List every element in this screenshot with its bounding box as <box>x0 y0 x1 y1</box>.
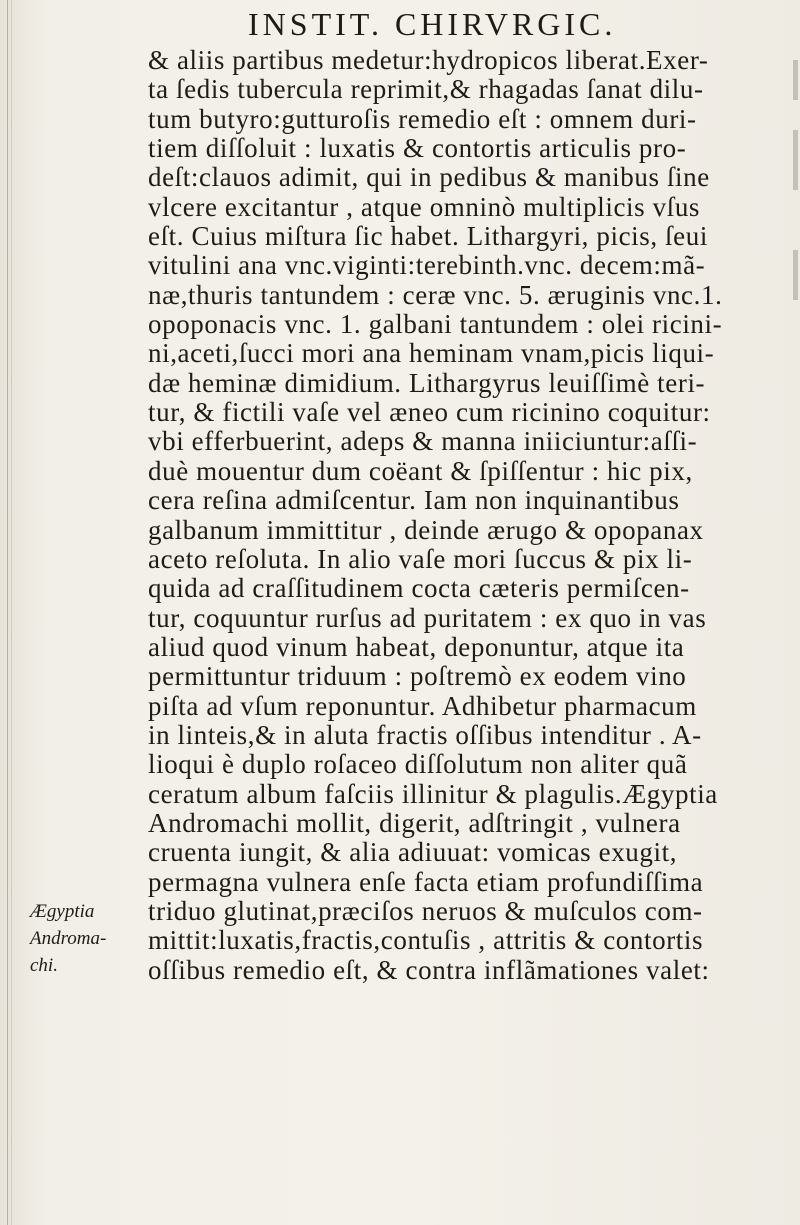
text-line: tum butyro:gutturoſis remedio eſt : omnem duri- <box>148 103 697 134</box>
text-line: quida ad craſſitudinem cocta cæteris permiſcen- <box>148 573 690 604</box>
text-line: cera reſina admiſcentur. Iam non inquinantibus <box>148 485 680 516</box>
text-line: triduo glutinat,præciſos neruos & muſculos com- <box>148 895 703 926</box>
page-edge-shadow <box>793 250 798 300</box>
text-line: mittit:luxatis,fractis,contuſis , attritis & contortis <box>148 925 704 956</box>
text-line: piſta ad vſum reponuntur. Adhibetur pharmacum <box>148 690 697 721</box>
text-line: permagna vulnera enſe facta etiam profundiſſima <box>148 866 704 897</box>
text-line: galbanum immittitur , deinde ærugo & opopanax <box>148 514 704 545</box>
text-line: vbi efferbuerint, adeps & manna iniiciuntur:aſſi- <box>148 426 698 457</box>
margin-note <box>30 898 140 979</box>
text-line: permittuntur triduum : poſtremò ex eodem vino <box>148 661 687 692</box>
running-head: INSTIT. CHIRVRGIC. <box>248 6 617 42</box>
text-line: ceratum album faſciis illinitur & plagulis.Ægyptia <box>148 778 718 809</box>
text-line: cruenta iungit, & alia adiuuat: vomicas exugit, <box>148 837 678 868</box>
text-line: vitulini ana vnc.viginti:terebinth.vnc. decem:mã- <box>148 250 706 281</box>
text-line: aliud quod vinum habeat, deponuntur, atque ita <box>148 631 685 662</box>
text-line: aceto reſoluta. In alio vaſe mori ſuccus & pix li- <box>148 543 693 574</box>
text-line: vlcere excitantur , atque omninò multiplicis vſus <box>148 191 701 222</box>
margin-note-line: chi. <box>30 955 58 976</box>
text-line: duè mouentur dum coëant & ſpiſſentur : hic pix, <box>148 455 693 486</box>
text-line: Andromachi mollit, digerit, adſtringit , vulnera <box>148 807 681 838</box>
gutter-rule <box>7 0 8 1225</box>
text-line: ta ſedis tubercula reprimit,& rhagadas ſanat dilu- <box>148 74 704 105</box>
margin-note-line: Androma- <box>30 928 107 949</box>
text-line: tur, & fictili vaſe vel æneo cum ricinino coquitur: <box>148 397 711 428</box>
text-line: deſt:clauos adimit, qui in pedibus & manibus ſine <box>148 162 710 193</box>
text-line: ni,aceti,ſucci mori ana heminam vnam,picis liqui- <box>148 338 715 369</box>
page-edge-shadow <box>793 60 798 100</box>
text-line: & aliis partibus medetur:hydropicos liberat.Exer- <box>148 45 709 75</box>
text-line: næ,thuris tantundem : ceræ vnc. 5. æruginis vnc.1. <box>148 279 723 310</box>
text-line: in linteis,& in aluta fractis oſſibus intenditur . A- <box>148 719 702 750</box>
text-line: lioqui è duplo roſaceo diſſolutum non aliter quã <box>148 749 688 780</box>
body-text <box>148 46 788 985</box>
page-edge-shadow <box>793 130 798 190</box>
text-line: tiem diſſoluit : luxatis & contortis articulis pro- <box>148 133 687 164</box>
text-line: dæ heminæ dimidium. Lithargyrus leuiſſimè teri- <box>148 367 706 398</box>
text-line: oſſibus remedio eſt, & contra inflãmationes valet: <box>148 954 710 985</box>
text-line: eſt. Cuius miſtura ſic habet. Lithargyri, picis, ſeui <box>148 221 708 252</box>
text-line: opoponacis vnc. 1. galbani tantundem : olei ricini- <box>148 309 723 340</box>
margin-note-line: Ægyptia <box>30 901 95 922</box>
text-line: tur, coquuntur rurſus ad puritatem : ex quo in vas <box>148 602 707 633</box>
gutter-rule-inner <box>11 0 12 1225</box>
